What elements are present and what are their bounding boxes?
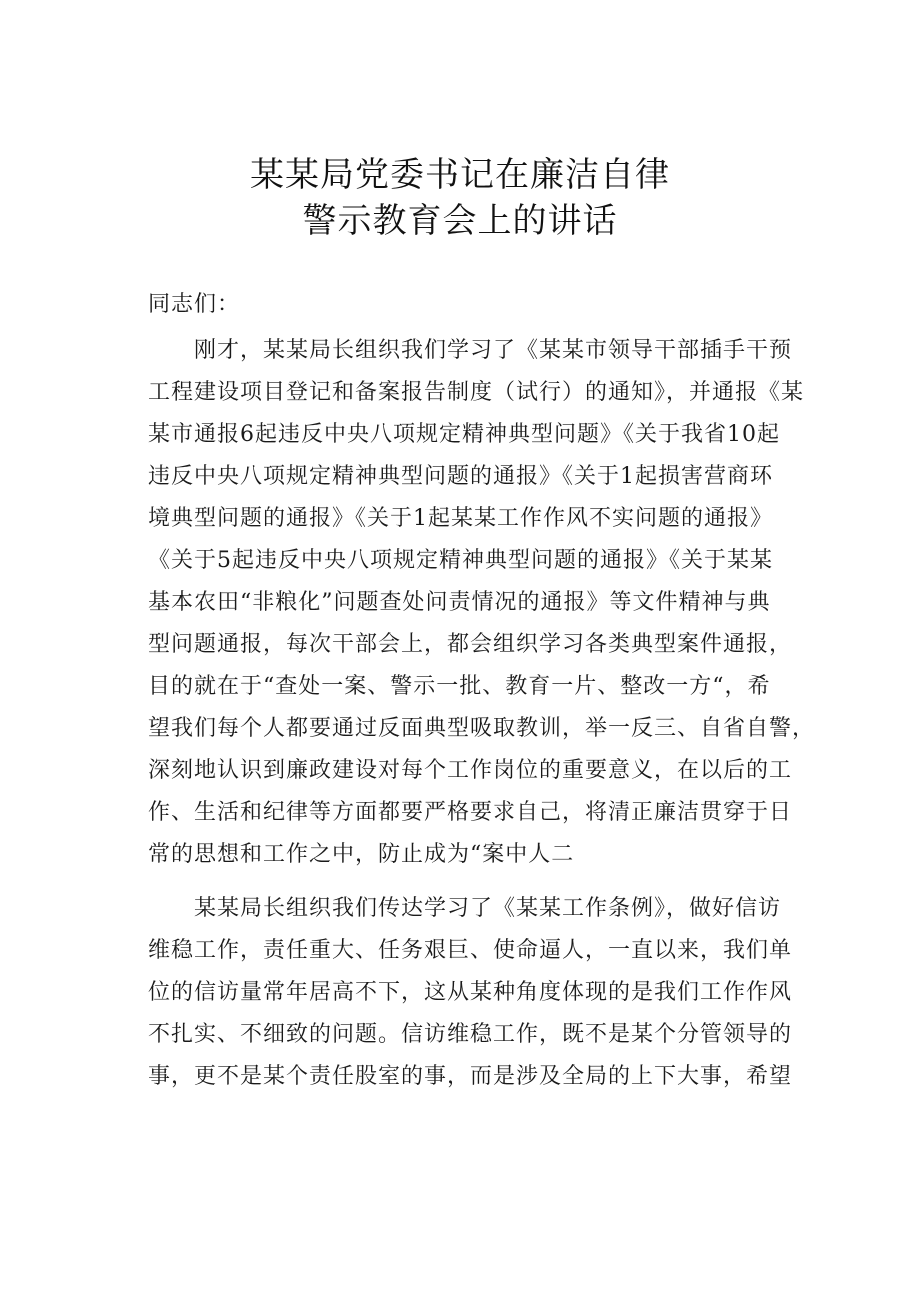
- paragraph-2: [148, 888, 808, 1098]
- salutation-text: 同志们：: [148, 292, 241, 317]
- paragraph-line: 作、生活和纪律等方面都要严格要求自己，将清正廉洁贯穿于日: [148, 800, 793, 825]
- paragraph-line: 刚才，某某局长组织我们学习了《某某市领导干部插手干预: [194, 338, 793, 363]
- paragraph-line: 《关于5起违反中央八项规定精神典型问题的通报》《关于某某: [148, 548, 773, 573]
- paragraph-line: 深刻地认识到廉政建设对每个工作岗位的重要意义，在以后的工: [148, 758, 793, 783]
- paragraph-line: 望我们每个人都要通过反面典型吸取教训，举一反三、自省自警，: [148, 716, 816, 741]
- paragraph-line: 基本农田“非粮化”问题查处问责情况的通报》等文件精神与典: [148, 590, 771, 615]
- paragraph-line: 常的思想和工作之中，防止成为“案中人二: [148, 842, 575, 867]
- paragraph-line: 某某局长组织我们传达学习了《某某工作条例》，做好信访: [194, 896, 782, 921]
- paragraph-line: 型问题通报，每次干部会上，都会组织学习各类典型案件通报，: [148, 632, 793, 657]
- paragraph-line: 事，更不是某个责任股室的事，而是涉及全局的上下大事，希望: [148, 1064, 793, 1089]
- paragraph-line: 境典型问题的通报》《关于1起某某工作作风不实问题的通报》: [148, 506, 773, 531]
- paragraph-line: 违反中央八项规定精神典型问题的通报》《关于1起损害营商环: [148, 464, 773, 489]
- paragraph-line: 目的就在于“查处一案、警示一批、教育一片、整改一方“，希: [148, 674, 771, 699]
- document-title-line-1: 某某局党委书记在廉洁自律: [250, 155, 670, 195]
- paragraph-line: 某市通报6起违反中央八项规定精神典型问题》《关于我省10起: [148, 422, 780, 447]
- paragraph-line: 工程建设项目登记和备案报告制度（试行）的通知》，并通报《某: [148, 380, 805, 405]
- paragraph-line: 位的信访量常年居高不下，这从某种角度体现的是我们工作作风: [148, 980, 793, 1005]
- document-title-line-2: 警示教育会上的讲话: [302, 201, 618, 241]
- paragraph-line: 维稳工作，责任重大、任务艰巨、使命逼人，一直以来，我们单: [148, 938, 793, 963]
- paragraph-1: [148, 330, 816, 876]
- paragraph-line: 不扎实、不细致的问题。信访维稳工作，既不是某个分管领导的: [148, 1022, 793, 1047]
- salutation: [148, 284, 808, 326]
